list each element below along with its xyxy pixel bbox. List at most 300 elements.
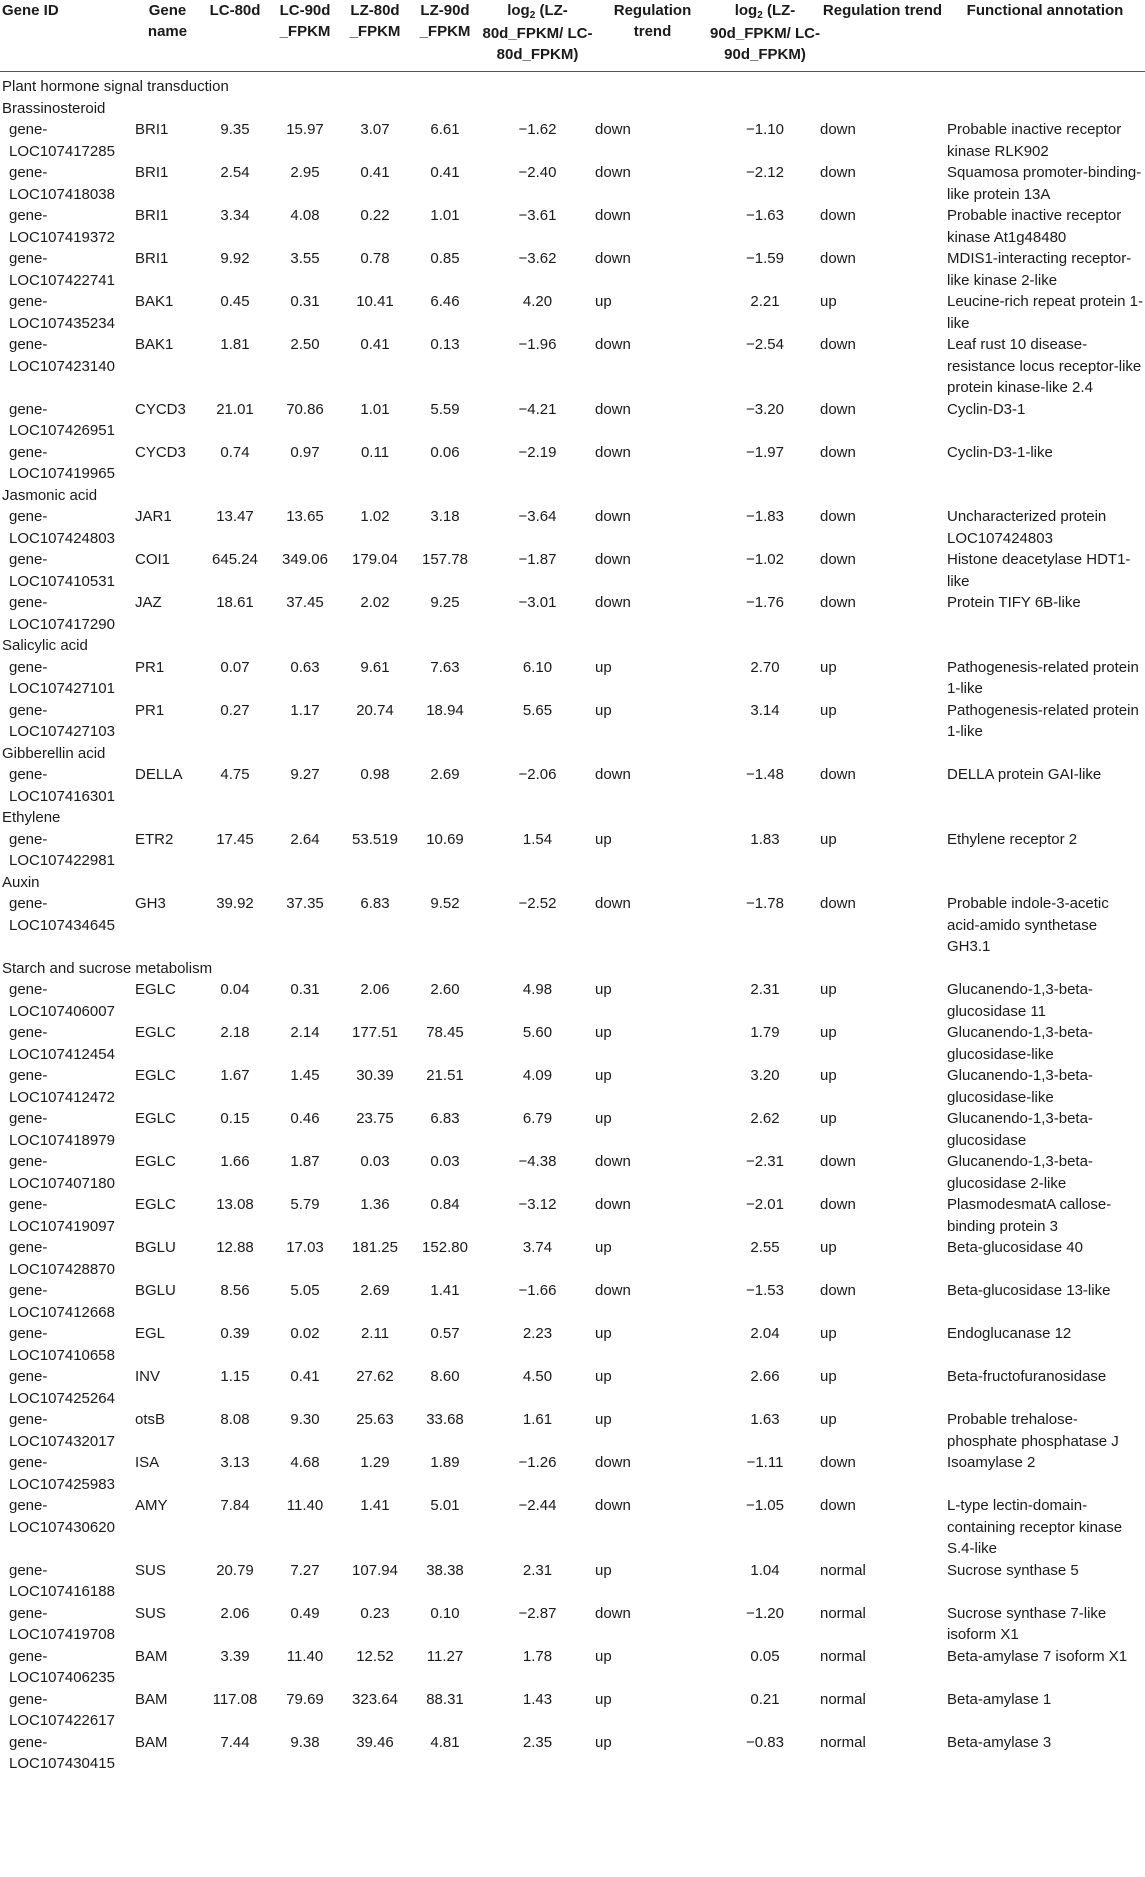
regulation-trend-90d-cell: down: [820, 336, 856, 353]
header-functional-annotation: Functional annotation: [945, 0, 1145, 72]
header-gene-name: Gene name: [135, 0, 200, 72]
lc-80d-cell: 13.08: [216, 1196, 254, 1213]
log2-90d-cell: −1.11: [746, 1454, 784, 1471]
header-regulation-trend-90d: Regulation trend: [820, 0, 945, 72]
log2-80d-cell: 6.10: [522, 658, 553, 676]
lz-80d-cell: 12.52: [356, 1647, 394, 1665]
category-row: [0, 485, 1145, 507]
regulation-trend-80d-cell: down: [595, 250, 631, 267]
gene-id-cell: gene-LOC107435234: [9, 293, 115, 332]
table-row: [0, 700, 1145, 743]
functional-annotation-cell: Cyclin-D3-1-like: [947, 443, 1053, 461]
lz-80d-cell: 0.41: [360, 336, 390, 353]
lz-80d-cell: 6.83: [360, 895, 390, 912]
lz-90d-cell: 2.69: [430, 766, 460, 783]
regulation-trend-90d-cell: down: [820, 766, 856, 783]
table-row: [0, 829, 1145, 872]
table-row: [0, 764, 1145, 807]
regulation-trend-90d-cell: down: [820, 207, 856, 224]
lz-80d-cell: 177.51: [352, 1024, 398, 1041]
header-log2-90d: [710, 0, 820, 72]
header-lc-80d: LC-80d: [200, 0, 270, 72]
lc-80d-cell: 0.27: [220, 701, 250, 719]
category-label: Jasmonic acid: [2, 486, 98, 504]
functional-annotation-cell: MDIS1-interacting receptor-like kinase 2-like: [947, 250, 1132, 289]
functional-annotation-cell: Probable indole-3-acetic acid-amido synthetase GH3.1: [947, 895, 1109, 955]
gene-id-cell: gene-LOC107427103: [9, 701, 115, 740]
lz-80d-cell: 9.61: [360, 658, 390, 676]
lc-80d-cell: 3.34: [220, 207, 250, 224]
lz-80d-cell: 181.25: [352, 1239, 398, 1256]
lc-80d-cell: 13.47: [216, 508, 254, 525]
log2-90d-cell: −0.83: [746, 1733, 784, 1751]
lc-90d-cell: 1.17: [290, 701, 320, 719]
log2-80d-cell: 3.74: [522, 1239, 553, 1256]
regulation-trend-90d-cell: up: [820, 981, 837, 998]
table-row: [0, 119, 1145, 162]
gene-id-cell: gene-LOC107427101: [9, 658, 115, 697]
lz-80d-cell: 1.41: [360, 1497, 390, 1514]
gene-id-cell: gene-LOC107422981: [9, 830, 115, 869]
log2-90d-cell: 2.04: [750, 1325, 780, 1342]
regulation-trend-80d-cell: up: [595, 293, 612, 310]
lz-90d-cell: 0.13: [430, 336, 460, 353]
category-row: [0, 872, 1145, 894]
gene-id-cell: gene-LOC107418979: [9, 1110, 115, 1149]
gene-id-cell: gene-LOC107426951: [9, 400, 115, 439]
lz-90d-cell: 152.80: [422, 1239, 468, 1256]
lz-90d-cell: 10.69: [426, 830, 464, 848]
lc-80d-cell: 21.01: [216, 400, 254, 418]
log2-80d-cell: 4.20: [522, 293, 553, 310]
gene-id-cell: gene-LOC107423140: [9, 336, 115, 375]
header-regulation-trend-80d: Regulation trend: [595, 0, 710, 72]
gene-name-cell: JAR1: [135, 508, 172, 525]
functional-annotation-cell: Squamosa promoter-binding-like protein 13A: [947, 164, 1142, 203]
log2-90d-cell: −1.20: [746, 1604, 784, 1622]
category-label: Brassinosteroid: [2, 99, 106, 117]
category-row: [0, 635, 1145, 657]
regulation-trend-90d-cell: up: [820, 830, 837, 848]
lc-90d-cell: 1.87: [290, 1153, 320, 1170]
table-row: [0, 1689, 1145, 1732]
lz-90d-cell: 38.38: [426, 1561, 464, 1579]
gene-name-cell: BRI1: [135, 250, 169, 267]
regulation-trend-80d-cell: down: [595, 207, 631, 224]
lc-80d-cell: 39.92: [216, 895, 254, 912]
regulation-trend-90d-cell: up: [820, 1110, 837, 1127]
regulation-trend-80d-cell: down: [595, 508, 631, 525]
gene-id-cell: gene-LOC107419965: [9, 443, 115, 482]
lc-80d-cell: 9.35: [220, 121, 250, 138]
gene-name-cell: COI1: [135, 551, 171, 568]
table-row: [0, 1194, 1145, 1237]
gene-id-cell: gene-LOC107416188: [9, 1561, 115, 1600]
lz-90d-cell: 7.63: [430, 658, 460, 676]
table-row: [0, 1237, 1145, 1280]
lc-80d-cell: 3.13: [220, 1454, 250, 1471]
gene-name-cell: GH3: [135, 895, 166, 912]
lz-80d-cell: 25.63: [356, 1411, 394, 1428]
table-row: [0, 1108, 1145, 1151]
gene-name-cell: BAK1: [135, 293, 174, 310]
lc-90d-cell: 70.86: [286, 400, 324, 418]
lc-90d-cell: 0.49: [290, 1604, 320, 1622]
log2-80d-cell: 6.79: [522, 1110, 553, 1127]
lz-90d-cell: 0.41: [430, 164, 460, 181]
gene-name-cell: SUS: [135, 1561, 166, 1579]
functional-annotation-cell: Sucrose synthase 7-like isoform X1: [947, 1604, 1107, 1643]
gene-name-cell: SUS: [135, 1604, 166, 1622]
gene-name-cell: BGLU: [135, 1282, 176, 1299]
category-label: Plant hormone signal transduction: [2, 78, 229, 95]
table-row: [0, 893, 1145, 958]
regulation-trend-90d-cell: down: [820, 1454, 856, 1471]
regulation-trend-90d-cell: down: [820, 1282, 856, 1299]
gene-id-cell: gene-LOC107419708: [9, 1604, 115, 1643]
gene-id-cell: gene-LOC107422617: [9, 1690, 115, 1729]
gene-name-cell: BGLU: [135, 1239, 176, 1256]
gene-id-cell: gene-LOC107416301: [9, 766, 115, 805]
regulation-trend-90d-cell: down: [820, 1196, 856, 1213]
gene-id-cell: gene-LOC107419097: [9, 1196, 115, 1235]
gene-id-cell: gene-LOC107432017: [9, 1411, 115, 1450]
regulation-trend-80d-cell: down: [595, 164, 631, 181]
lz-80d-cell: 0.41: [360, 164, 390, 181]
gene-id-cell: gene-LOC107407180: [9, 1153, 115, 1192]
regulation-trend-80d-cell: up: [595, 1561, 612, 1579]
log2-90d-cell: 1.83: [750, 830, 780, 848]
functional-annotation-cell: Beta-amylase 7 isoform X1: [947, 1647, 1128, 1665]
regulation-trend-90d-cell: down: [820, 400, 856, 418]
regulation-trend-80d-cell: up: [595, 1733, 612, 1751]
category-row: [0, 807, 1145, 829]
lc-90d-cell: 0.31: [290, 981, 320, 998]
log2-80d-cell: −3.64: [518, 508, 557, 525]
lc-80d-cell: 0.74: [220, 443, 250, 461]
functional-annotation-cell: Glucanendo-1,3-beta-glucosidase-like: [947, 1024, 1093, 1063]
lc-80d-cell: 1.67: [220, 1067, 250, 1084]
regulation-trend-80d-cell: down: [595, 766, 631, 783]
gene-name-cell: EGLC: [135, 1067, 176, 1084]
log2-80d-cell: −1.26: [518, 1454, 557, 1471]
gene-name-cell: JAZ: [135, 594, 162, 611]
gene-id-cell: gene-LOC107406007: [9, 981, 115, 1020]
lc-80d-cell: 645.24: [212, 551, 258, 568]
regulation-trend-90d-cell: up: [820, 1411, 837, 1428]
lz-80d-cell: 10.41: [356, 293, 394, 310]
lc-80d-cell: 7.84: [220, 1497, 250, 1514]
log2-90d-cell: −2.12: [746, 164, 784, 181]
header-log-prefix: log: [734, 2, 758, 19]
gene-name-cell: BRI1: [135, 164, 169, 181]
gene-id-cell: gene-LOC107418038: [9, 164, 115, 203]
log2-90d-cell: 1.04: [750, 1561, 780, 1579]
gene-id-cell: gene-LOC107424803: [9, 508, 115, 547]
regulation-trend-90d-cell: down: [820, 551, 856, 568]
lz-90d-cell: 157.78: [422, 551, 468, 568]
log2-80d-cell: −1.87: [518, 551, 557, 568]
gene-id-cell: gene-LOC107425264: [9, 1368, 115, 1407]
log2-80d-cell: −4.38: [518, 1153, 557, 1170]
gene-name-cell: EGLC: [135, 1153, 176, 1170]
log2-80d-cell: −2.44: [518, 1497, 557, 1514]
lc-90d-cell: 0.31: [290, 293, 320, 310]
gene-id-cell: gene-LOC107430620: [9, 1497, 115, 1536]
gene-name-cell: ISA: [135, 1454, 160, 1471]
regulation-trend-80d-cell: down: [595, 1454, 631, 1471]
lz-90d-cell: 1.41: [430, 1282, 460, 1299]
lc-80d-cell: 2.54: [220, 164, 250, 181]
log2-80d-cell: −2.06: [518, 766, 557, 783]
log2-80d-cell: −1.96: [518, 336, 557, 353]
gene-name-cell: DELLA: [135, 766, 183, 783]
lz-80d-cell: 0.22: [360, 207, 390, 224]
lz-80d-cell: 179.04: [352, 551, 398, 568]
table-row: [0, 205, 1145, 248]
header-log2-80d: [480, 0, 595, 72]
table-row: [0, 1560, 1145, 1603]
lc-80d-cell: 4.75: [220, 766, 250, 783]
lc-90d-cell: 0.46: [290, 1110, 320, 1127]
gene-id-cell: gene-LOC107425983: [9, 1454, 115, 1493]
gene-name-cell: PR1: [135, 701, 165, 719]
regulation-trend-80d-cell: up: [595, 658, 612, 676]
lz-90d-cell: 18.94: [426, 701, 464, 719]
gene-name-cell: BRI1: [135, 121, 169, 138]
lz-80d-cell: 3.07: [360, 121, 390, 138]
log2-90d-cell: 0.05: [750, 1647, 780, 1665]
lc-90d-cell: 5.79: [290, 1196, 320, 1213]
lc-90d-cell: 37.45: [286, 594, 324, 611]
table-row: [0, 979, 1145, 1022]
lc-90d-cell: 4.08: [290, 207, 320, 224]
functional-annotation-cell: Uncharacterized protein LOC107424803: [947, 508, 1107, 547]
header-gene-id: Gene ID: [0, 0, 135, 72]
regulation-trend-90d-cell: up: [820, 1067, 837, 1084]
functional-annotation-cell: Glucanendo-1,3-beta-glucosidase 2-like: [947, 1153, 1093, 1192]
table-row: [0, 248, 1145, 291]
log2-80d-cell: −2.52: [518, 895, 557, 912]
regulation-trend-90d-cell: up: [820, 1325, 837, 1342]
log2-80d-cell: −1.66: [518, 1282, 557, 1299]
log2-80d-cell: 4.50: [522, 1368, 553, 1385]
log2-90d-cell: −1.76: [746, 594, 784, 611]
log2-80d-cell: −2.40: [518, 164, 557, 181]
lz-80d-cell: 1.29: [360, 1454, 390, 1471]
regulation-trend-90d-cell: up: [820, 1239, 837, 1256]
log2-80d-cell: 4.09: [522, 1067, 553, 1084]
regulation-trend-90d-cell: up: [820, 293, 837, 310]
header-log-80d-text: (LZ-80d_FPKM/ LC-80d_FPKM): [482, 2, 593, 63]
regulation-trend-80d-cell: up: [595, 1690, 612, 1708]
lc-90d-cell: 9.38: [290, 1733, 320, 1751]
lc-80d-cell: 0.45: [220, 293, 250, 310]
functional-annotation-cell: L-type lectin-domain-containing receptor kinase S.4-like: [947, 1497, 1123, 1557]
regulation-trend-80d-cell: up: [595, 830, 612, 848]
gene-name-cell: INV: [135, 1368, 161, 1385]
lc-80d-cell: 2.06: [220, 1604, 250, 1622]
table-row: [0, 442, 1145, 485]
log2-80d-cell: 1.43: [522, 1690, 553, 1708]
regulation-trend-90d-cell: down: [820, 508, 856, 525]
lz-90d-cell: 3.18: [430, 508, 460, 525]
table-row: [0, 334, 1145, 399]
lz-90d-cell: 9.25: [430, 594, 460, 611]
lc-80d-cell: 12.88: [216, 1239, 254, 1256]
gene-name-cell: EGLC: [135, 981, 176, 998]
log2-80d-cell: 4.98: [522, 981, 553, 998]
lc-80d-cell: 20.79: [216, 1561, 254, 1579]
table-row: [0, 1065, 1145, 1108]
header-log-prefix: log: [507, 2, 530, 19]
functional-annotation-cell: Beta-fructofuranosidase: [947, 1368, 1107, 1385]
gene-id-cell: gene-LOC107417290: [9, 594, 115, 633]
lc-80d-cell: 1.81: [220, 336, 250, 353]
table-row: [0, 1366, 1145, 1409]
lz-80d-cell: 323.64: [352, 1690, 398, 1708]
table-row: [0, 657, 1145, 700]
log2-90d-cell: 3.20: [750, 1067, 780, 1084]
regulation-trend-80d-cell: down: [595, 1153, 631, 1170]
lc-80d-cell: 9.92: [220, 250, 250, 267]
lz-90d-cell: 0.84: [430, 1196, 460, 1213]
header-lz-90d-fpkm: LZ-90d _FPKM: [410, 0, 480, 72]
functional-annotation-cell: Glucanendo-1,3-beta-glucosidase-like: [947, 1067, 1093, 1106]
lc-90d-cell: 9.27: [290, 766, 320, 783]
lz-90d-cell: 2.60: [430, 981, 460, 998]
log2-90d-cell: −1.83: [746, 508, 784, 525]
functional-annotation-cell: Protein TIFY 6B-like: [947, 594, 1081, 611]
lz-90d-cell: 9.52: [430, 895, 460, 912]
lz-90d-cell: 11.27: [426, 1647, 464, 1665]
regulation-trend-80d-cell: up: [595, 1110, 612, 1127]
regulation-trend-80d-cell: up: [595, 1368, 612, 1385]
lc-90d-cell: 37.35: [286, 895, 324, 912]
log2-90d-cell: −1.97: [746, 443, 784, 461]
lz-90d-cell: 6.46: [430, 293, 460, 310]
category-label: Salicylic acid: [2, 637, 88, 654]
functional-annotation-cell: Pathogenesis-related protein 1-like: [947, 658, 1139, 697]
gene-name-cell: AMY: [135, 1497, 168, 1514]
log2-80d-cell: 5.65: [522, 701, 553, 719]
regulation-trend-80d-cell: down: [595, 1282, 631, 1299]
header-lz-80d-fpkm: LZ-80d _FPKM: [340, 0, 410, 72]
regulation-trend-80d-cell: up: [595, 1239, 612, 1256]
lc-90d-cell: 79.69: [286, 1690, 324, 1708]
log2-90d-cell: −1.10: [746, 121, 784, 138]
table-row: [0, 549, 1145, 592]
log2-90d-cell: 1.79: [750, 1024, 780, 1041]
functional-annotation-cell: Endoglucanase 12: [947, 1325, 1072, 1342]
gene-id-cell: gene-LOC107422741: [9, 250, 115, 289]
table-header: [0, 0, 1145, 72]
lc-80d-cell: 1.15: [220, 1368, 250, 1385]
lz-90d-cell: 0.06: [430, 443, 460, 461]
lc-90d-cell: 13.65: [286, 508, 324, 525]
functional-annotation-cell: PlasmodesmatA callose-binding protein 3: [947, 1196, 1112, 1235]
regulation-trend-80d-cell: down: [595, 895, 631, 912]
lc-80d-cell: 3.39: [220, 1647, 250, 1665]
lz-80d-cell: 0.11: [360, 443, 390, 461]
lz-90d-cell: 0.57: [430, 1325, 460, 1342]
log2-80d-cell: 1.54: [522, 830, 553, 848]
regulation-trend-80d-cell: down: [595, 551, 631, 568]
regulation-trend-90d-cell: up: [820, 1368, 837, 1385]
lc-90d-cell: 2.64: [290, 830, 320, 848]
table-row: [0, 1409, 1145, 1452]
table-row: [0, 291, 1145, 334]
lz-90d-cell: 33.68: [426, 1411, 464, 1428]
log2-90d-cell: −1.59: [746, 250, 784, 267]
lz-90d-cell: 6.83: [430, 1110, 460, 1127]
lc-90d-cell: 3.55: [290, 250, 320, 267]
lz-90d-cell: 1.89: [430, 1454, 460, 1471]
lc-80d-cell: 0.15: [220, 1110, 250, 1127]
regulation-trend-90d-cell: down: [820, 594, 856, 611]
functional-annotation-cell: Beta-amylase 3: [947, 1733, 1052, 1751]
functional-annotation-cell: Pathogenesis-related protein 1-like: [947, 701, 1139, 740]
lz-80d-cell: 1.01: [360, 400, 390, 418]
table-row: [0, 1646, 1145, 1689]
header-log-subscript: 2: [529, 10, 536, 21]
lz-90d-cell: 1.01: [430, 207, 460, 224]
functional-annotation-cell: Sucrose synthase 5: [947, 1561, 1079, 1579]
regulation-trend-80d-cell: up: [595, 1647, 612, 1665]
gene-id-cell: gene-LOC107430415: [9, 1733, 115, 1772]
lz-80d-cell: 1.36: [360, 1196, 390, 1213]
lz-80d-cell: 0.23: [360, 1604, 390, 1622]
regulation-trend-80d-cell: down: [595, 594, 631, 611]
lc-90d-cell: 9.30: [290, 1411, 320, 1428]
regulation-trend-90d-cell: normal: [820, 1733, 866, 1751]
log2-80d-cell: −3.12: [518, 1196, 557, 1213]
regulation-trend-80d-cell: up: [595, 981, 612, 998]
lc-80d-cell: 0.07: [220, 658, 250, 676]
regulation-trend-90d-cell: up: [820, 1024, 837, 1041]
gene-name-cell: CYCD3: [135, 400, 186, 418]
gene-name-cell: BAM: [135, 1733, 168, 1751]
regulation-trend-90d-cell: down: [820, 121, 856, 138]
gene-id-cell: gene-LOC107410658: [9, 1325, 115, 1364]
log2-80d-cell: 5.60: [522, 1024, 553, 1041]
lz-80d-cell: 0.78: [360, 250, 390, 267]
lz-80d-cell: 53.519: [352, 830, 398, 848]
log2-90d-cell: −1.02: [746, 551, 784, 568]
functional-annotation-cell: DELLA protein GAI-like: [947, 766, 1102, 783]
lz-90d-cell: 5.01: [430, 1497, 460, 1514]
functional-annotation-cell: Probable inactive receptor kinase RLK902: [947, 121, 1122, 160]
log2-90d-cell: −1.48: [746, 766, 784, 783]
log2-90d-cell: 2.55: [750, 1239, 780, 1256]
category-label: Starch and sucrose metabolism: [2, 959, 213, 977]
table-row: [0, 162, 1145, 205]
lc-90d-cell: 15.97: [286, 121, 324, 138]
lc-90d-cell: 11.40: [286, 1647, 324, 1665]
regulation-trend-80d-cell: down: [595, 1196, 631, 1213]
log2-90d-cell: −1.63: [746, 207, 784, 224]
log2-90d-cell: 3.14: [750, 701, 780, 719]
log2-80d-cell: −3.61: [518, 207, 557, 224]
table-row: [0, 1452, 1145, 1495]
log2-90d-cell: 2.66: [750, 1368, 780, 1385]
log2-80d-cell: −3.62: [518, 250, 557, 267]
regulation-trend-90d-cell: down: [820, 164, 856, 181]
log2-80d-cell: −2.19: [518, 443, 557, 461]
log2-90d-cell: 0.21: [750, 1690, 780, 1708]
lc-90d-cell: 0.02: [290, 1325, 320, 1342]
regulation-trend-80d-cell: up: [595, 1411, 612, 1428]
